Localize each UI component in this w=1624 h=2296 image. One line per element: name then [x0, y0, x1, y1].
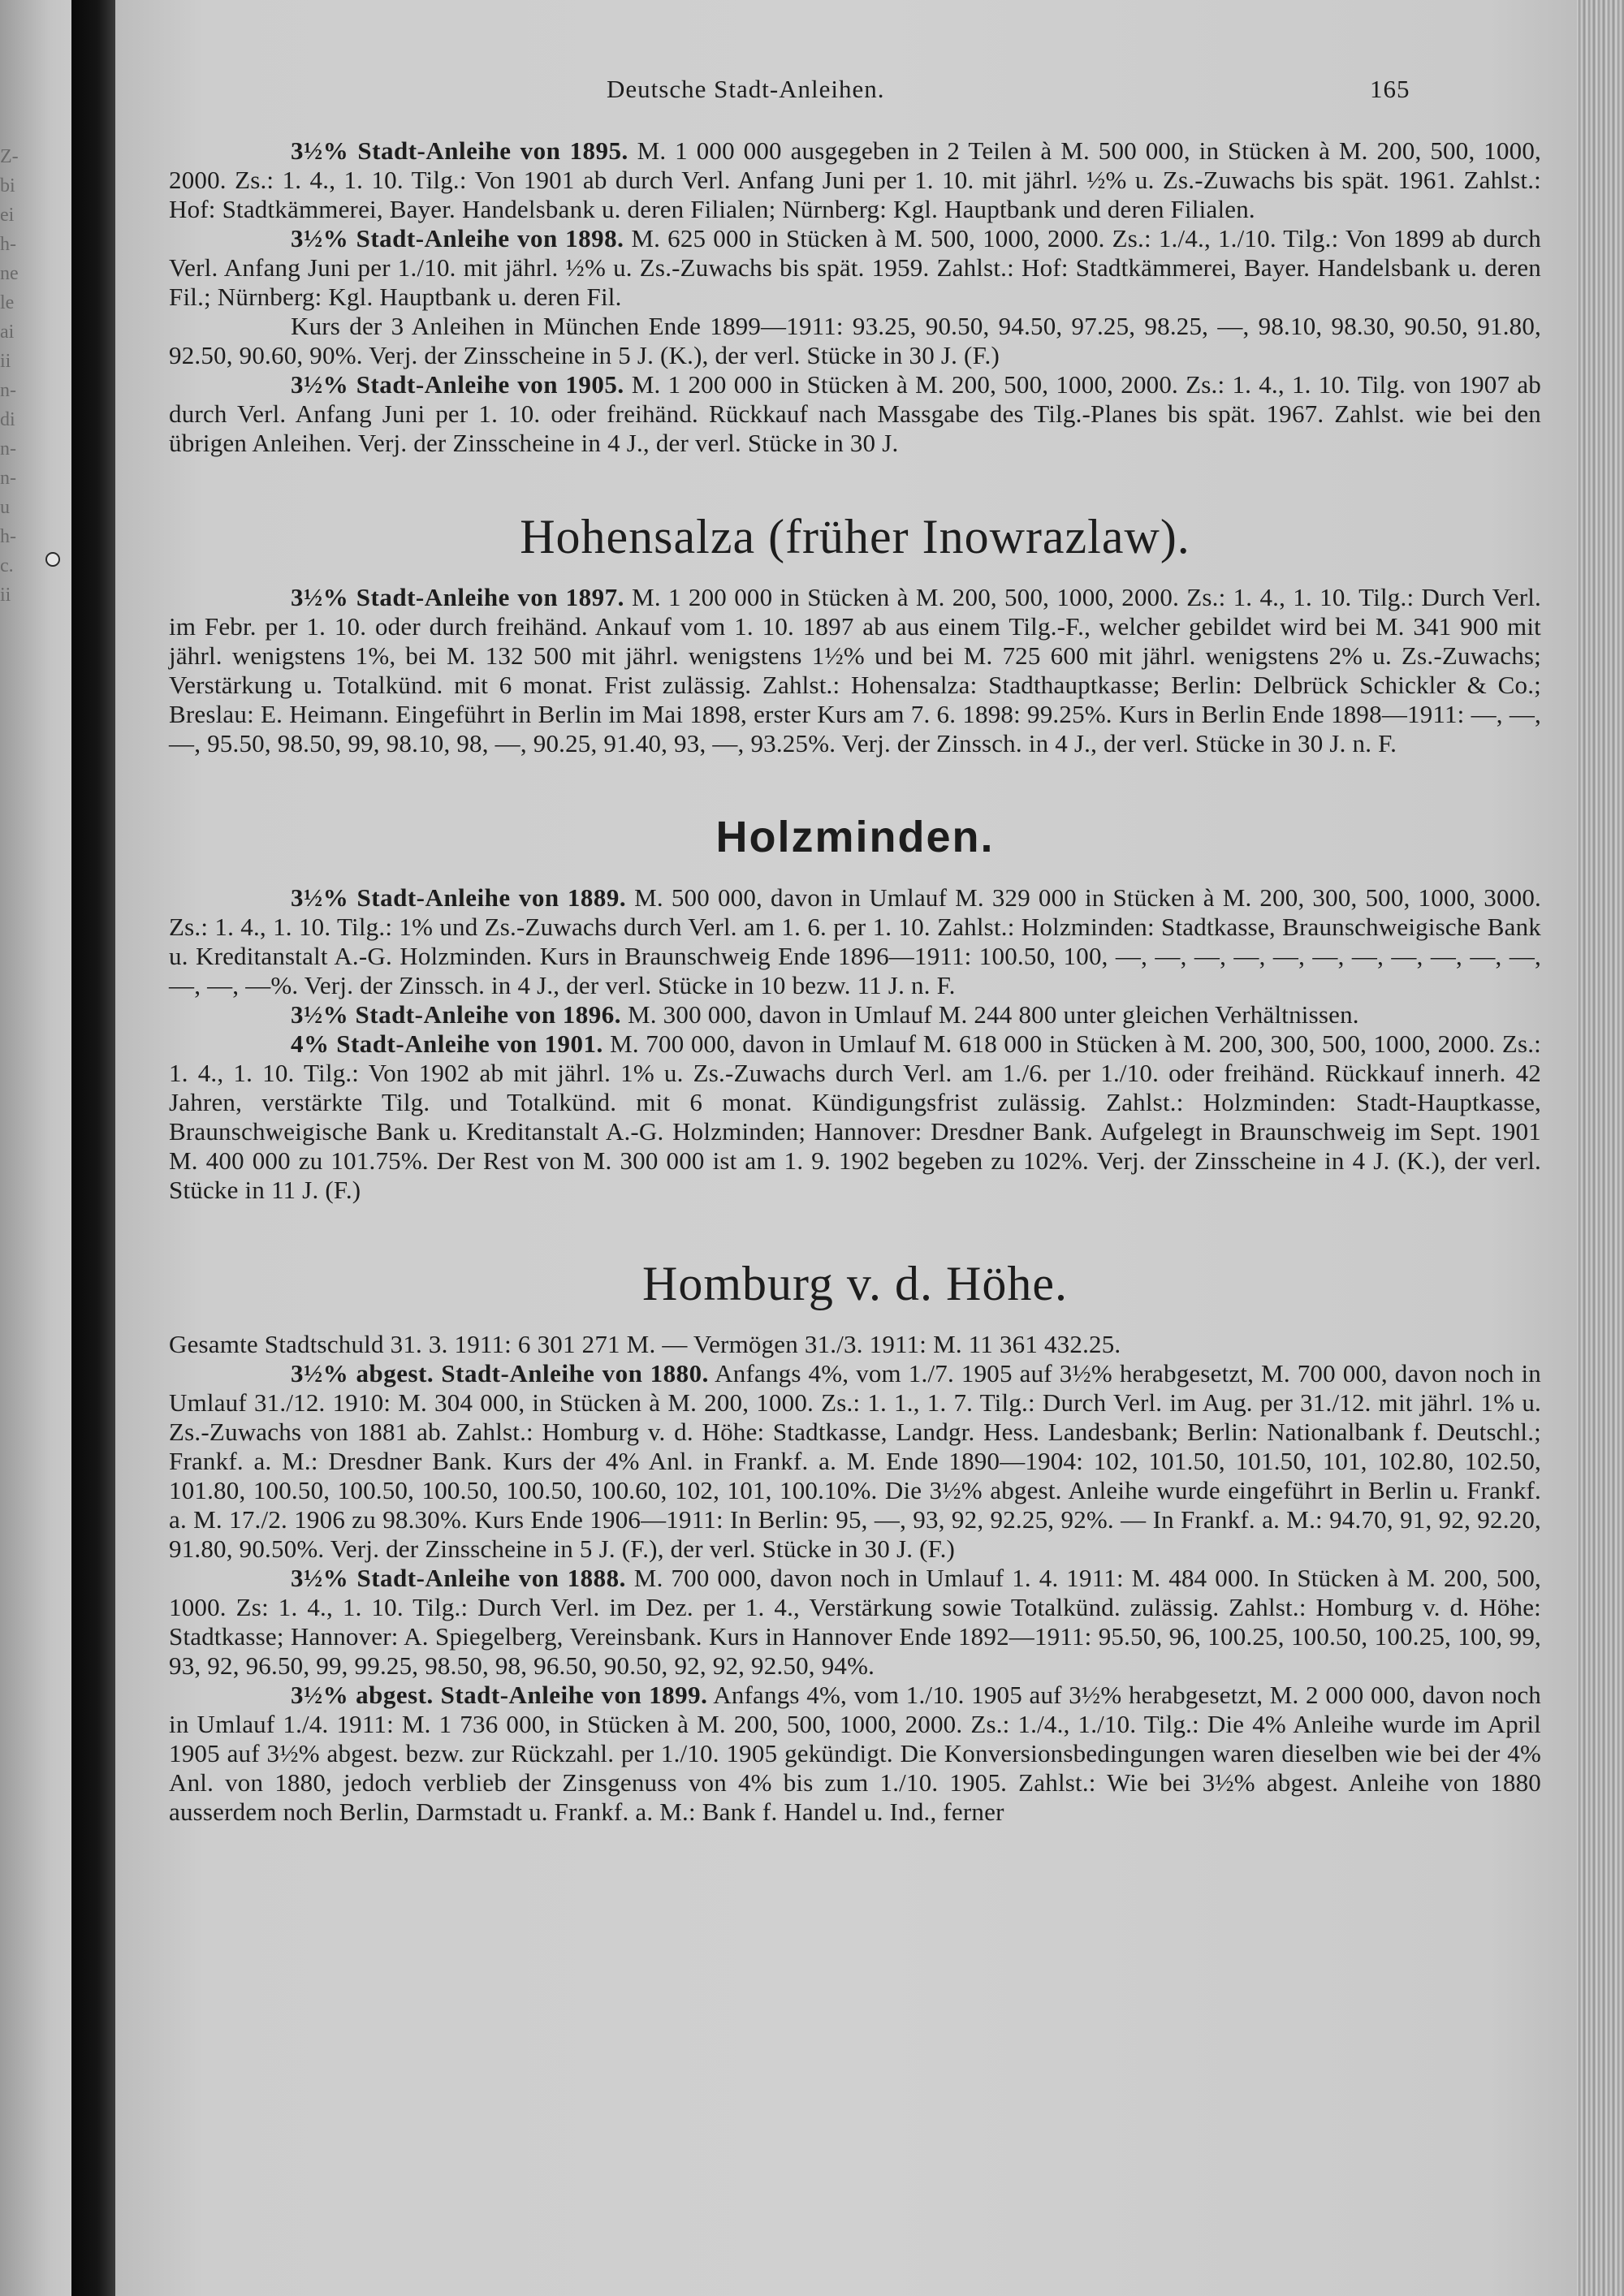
- city-heading: Holzminden.: [715, 813, 995, 861]
- heading-spacer: [169, 1312, 1541, 1330]
- loan-entry: [169, 883, 1541, 1000]
- previous-page-fragment: ii: [0, 351, 11, 372]
- previous-page-fragment: n-: [0, 380, 16, 401]
- heading-spacer: [169, 865, 1541, 883]
- city-heading: Hohensalza (früher Inowrazlaw).: [520, 510, 1190, 563]
- loan-title: 3½% Stadt-Anleihe von 1898.: [291, 224, 624, 252]
- previous-page-fragment: n-: [0, 438, 16, 460]
- loan-title: 3½% Stadt-Anleihe von 1905.: [291, 370, 624, 399]
- loan-title: 3½% Stadt-Anleihe von 1896.: [291, 1000, 622, 1029]
- loan-entry: [169, 1000, 1541, 1029]
- loan-entry: [169, 583, 1541, 758]
- previous-page-fragment: ne: [0, 263, 19, 284]
- text-column: [169, 136, 1541, 1827]
- loan-entry: [169, 1359, 1541, 1564]
- previous-page-fragment: c.: [0, 555, 14, 576]
- previous-page-fragment: h-: [0, 526, 16, 547]
- loan-title: 3½% Stadt-Anleihe von 1889.: [291, 883, 627, 912]
- loan-entry: [169, 224, 1541, 312]
- previous-page-fragment: bi: [0, 175, 15, 196]
- previous-page-fragment: ai: [0, 322, 15, 343]
- loan-entry: [169, 1330, 1541, 1359]
- running-head-title: Deutsche Stadt-Anleihen.: [607, 75, 885, 103]
- section-spacer: [169, 458, 1541, 508]
- binding-hole: [45, 552, 60, 567]
- page-number: 165: [1370, 75, 1410, 103]
- previous-page-fragment: u: [0, 497, 10, 518]
- loan-title: 3½% Stadt-Anleihe von 1895.: [291, 136, 628, 165]
- loan-details: M. 1 000 000 ausgegeben in 2 Teilen à M. 500 000, in Stücken à M. 200, 500, 1000, 2000. Zs.: 1. 4., 1. 10. Tilg.: Von 1901 ab durch Verl. Anfang Juni per 1. 10. mit jährl. ½% u. Zs.-Zuwachs bis spät. 1961. Zahlst.: Hof: Stadtkämmerei, Bayer. Handelsbank u. deren Filialen; Nürnberg: Kgl. Hauptbank und deren Filialen.: [169, 136, 1542, 223]
- section-spacer: [169, 1205, 1541, 1255]
- section-spacer: [169, 758, 1541, 809]
- loan-details: M. 500 000, davon in Umlauf M. 329 000 in Stücken à M. 200, 300, 500, 1000, 3000. Zs.: 1. 4., 1. 10. Tilg.: 1% und Zs.-Zuwachs durch Verl. am 1. 6. per 1. 10. Zahlst.: Holzminden: Stadtkasse, Braunschweigische Bank u. Kreditanstalt A.-G. Holzminden. Kurs in Braunschweig Ende 1896—1911: 100.50, 100, —, —, —, —, —, —, —, —, —, —, —, —, —, —%. Verj. der Zinssch. in 4 J., der verl. Stücke in 10 bezw. 11 J. n. F.: [169, 883, 1541, 999]
- loan-details: M. 700 000, davon in Umlauf M. 618 000 in Stücken à M. 200, 300, 500, 1000, 2000. Zs.: 1. 4., 1. 10. Tilg.: Von 1902 ab mit jährl. 1% u. Zs.-Zuwachs durch Verl. am 1./6. per 1./10. oder freihänd. Rückkauf innerh. 42 Jahren, verstärkte Tilg. und Totalkünd. mit 6 monat. Kündigungsfrist zulässig. Zahlst.: Holzminden: Stadt-Hauptkasse, Braunschweigische Bank u. Kreditanstalt A.-G. Holzminden; Hannover: Dresdner Bank. Aufgelegt in Braunschweig im Sept. 1901 M. 400 000 zu 101.75%. Der Rest von M. 300 000 ist am 1. 9. 1902 begeben zu 102%. Verj. der Zinsscheine in 4 J. (K.), der verl. Stücke in 11 J. (F.): [169, 1029, 1541, 1204]
- loan-details: M. 625 000 in Stücken à M. 500, 1000, 2000. Zs.: 1./4., 1./10. Tilg.: Von 1899 ab durch Verl. Anfang Juni per 1./10. mit jährl. ½% u. Zs.-Zuwachs bis spät. 1959. Zahlst.: Hof: Stadtkämmerei, Bayer. Handelsbank u. deren Fil.; Nürnberg: Kgl. Hauptbank u. deren Fil.: [169, 224, 1542, 311]
- previous-page-fragment: n-: [0, 468, 16, 489]
- previous-page-fragment: h-: [0, 234, 16, 255]
- loan-details: Kurs der 3 Anleihen in München Ende 1899—1911: 93.25, 90.50, 94.50, 97.25, 98.25, —, 98.10, 98.30, 90.50, 91.80, 92.50, 90.60, 90%. Verj. der Zinsscheine in 5 J. (K.), der verl. Stücke in 30 J. (F.): [169, 312, 1541, 369]
- loan-title: 3½% abgest. Stadt-Anleihe von 1899.: [291, 1681, 708, 1709]
- loan-entry: [169, 136, 1541, 224]
- heading-spacer: [169, 565, 1541, 583]
- previous-page-fragment: Z-: [0, 146, 19, 167]
- loan-entry: [169, 370, 1541, 458]
- loan-details: M. 1 200 000 in Stücken à M. 200, 500, 1000, 2000. Zs.: 1. 4., 1. 10. Tilg.: Durch Verl. im Febr. per 1. 10. oder durch freihänd. Ankauf vom 1. 10. 1897 ab aus einem Tilg.-F., welcher gebildet wird bei M. 341 900 mit jährl. wenigstens 1%, bei M. 132 500 mit jährl. wenigstens 1½% und bei M. 725 600 mit jährl. wenigstens 2% u. Zs.-Zuwachs; Verstärkung u. Totalkünd. mit 6 monat. Frist zulässig. Zahlst.: Hohensalza: Stadthauptkasse; Berlin: Delbrück Schickler & Co.; Breslau: E. Heimann. Eingeführt in Berlin im Mai 1898, erster Kurs am 7. 6. 1898: 99.25%. Kurs in Berlin Ende 1898—1911: —, —, —, 95.50, 98.50, 99, 98.10, 98, —, 90.25, 91.40, 93, —, 93.25%. Verj. der Zinssch. in 4 J., der verl. Stücke in 30 J. n. F.: [169, 583, 1541, 757]
- previous-page-fragment: di: [0, 409, 15, 430]
- loan-title: 3½% Stadt-Anleihe von 1888.: [291, 1564, 626, 1592]
- loan-details: Anfangs 4%, vom 1./10. 1905 auf 3½% herabgesetzt, M. 2 000 000, davon noch in Umlauf 1./4. 1911: M. 1 736 000, in Stücken à M. 200, 500, 1000, 2000. Zs.: 1./4., 1./10. Tilg.: Die 4% Anleihe wurde im April 1905 auf 3½% abgest. bezw. zur Rückzahl. per 1./10. 1905 gekündigt. Die Konversionsbedingungen waren dieselben wie bei der 4% Anl. von 1880, jedoch verblieb der Zinsgenuss von 4% bis zum 1./10. 1905. Zahlst.: Wie bei 3½% abgest. Anleihe von 1880 ausserdem noch Berlin, Darmstadt u. Frankf. a. M.: Bank f. Handel u. Ind., ferner: [169, 1681, 1541, 1826]
- loan-details: M. 1 200 000 in Stücken à M. 200, 500, 1000, 2000. Zs.: 1. 4., 1. 10. Tilg. von 1907 ab durch Verl. Anfang Juni per 1. 10. oder freihänd. Rückkauf nach Massgabe des Tilg.-Planes bis spät. 1967. Zahlst. wie bei den übrigen Anleihen. Verj. der Zinsscheine in 4 J., der verl. Stücke in 30 J.: [169, 370, 1542, 457]
- loan-entry: [169, 1564, 1541, 1681]
- loan-details: Anfangs 4%, vom 1./7. 1905 auf 3½% herabgesetzt, M. 700 000, davon noch in Umlauf 31./12. 1910: M. 304 000, in Stücken à M. 200, 1000. Zs.: 1. 1., 1. 7. Tilg.: Durch Verl. im Aug. per 31./12. mit jährl. 1% u. Zs.-Zuwachs von 1881 ab. Zahlst.: Homburg v. d. Höhe: Stadtkasse, Landgr. Hess. Landesbank; Berlin: Nationalbank f. Deutschl.; Frankf. a. M.: Dresdner Bank. Kurs der 4% Anl. in Frankf. a. M. Ende 1890—1904: 102, 101.50, 101.50, 101, 102.80, 102.50, 101.80, 100.50, 100.50, 100.50, 100.50, 100.60, 102, 101, 100.10%. Die 3½% abgest. Anleihe wurde eingeführt in Berlin u. Frankf. a. M. 17./2. 1906 zu 98.30%. Kurs Ende 1906—1911: In Berlin: 95, —, 93, 92, 92.25, 92%. — In Frankf. a. M.: 94.70, 91, 92, 92.20, 91.80, 90.50%. Verj. der Zinsscheine in 5 J. (F.), der verl. Stücke in 30 J. (F.): [169, 1359, 1541, 1563]
- loan-entry: [169, 1681, 1541, 1827]
- loan-title: 3½% abgest. Stadt-Anleihe von 1880.: [291, 1359, 709, 1388]
- page-edges: [1577, 0, 1624, 2296]
- previous-page-fragment: le: [0, 292, 15, 313]
- running-head: [115, 75, 1577, 110]
- loan-details: M. 300 000, davon in Umlauf M. 244 800 unter gleichen Verhältnissen.: [621, 1000, 1359, 1029]
- loan-details: Gesamte Stadtschuld 31. 3. 1911: 6 301 271 M. — Vermögen 31./3. 1911: M. 11 361 432.25.: [169, 1330, 1121, 1358]
- left-margin-previous-page: [0, 0, 71, 2296]
- loan-details: M. 700 000, davon noch in Umlauf 1. 4. 1911: M. 484 000. In Stücken à M. 200, 500, 1000. Zs: 1. 4., 1. 10. Tilg.: Durch Verl. im Dez. per 1. 4., Verstärkung sowie Totalkünd. zulässig. Zahlst.: Homburg v. d. Höhe: Stadtkasse; Hannover: A. Spiegelberg, Vereinsbank. Kurs in Hannover Ende 1892—1911: 95.50, 96, 100.25, 100.50, 100.25, 100, 99, 93, 92, 96.50, 99, 99.25, 98.50, 98, 96.50, 90.50, 92, 92, 92.50, 94%.: [169, 1564, 1541, 1680]
- loan-entry: [169, 312, 1541, 370]
- loan-entry: [169, 1029, 1541, 1205]
- loan-title: 3½% Stadt-Anleihe von 1897.: [291, 583, 624, 611]
- book-spine: [71, 0, 115, 2296]
- previous-page-fragment: ii: [0, 585, 11, 606]
- loan-title: 4% Stadt-Anleihe von 1901.: [291, 1029, 603, 1058]
- previous-page-fragments: [0, 142, 24, 610]
- previous-page-fragment: ei: [0, 205, 15, 226]
- page: [115, 0, 1577, 2296]
- city-heading: Homburg v. d. Höhe.: [642, 1257, 1068, 1310]
